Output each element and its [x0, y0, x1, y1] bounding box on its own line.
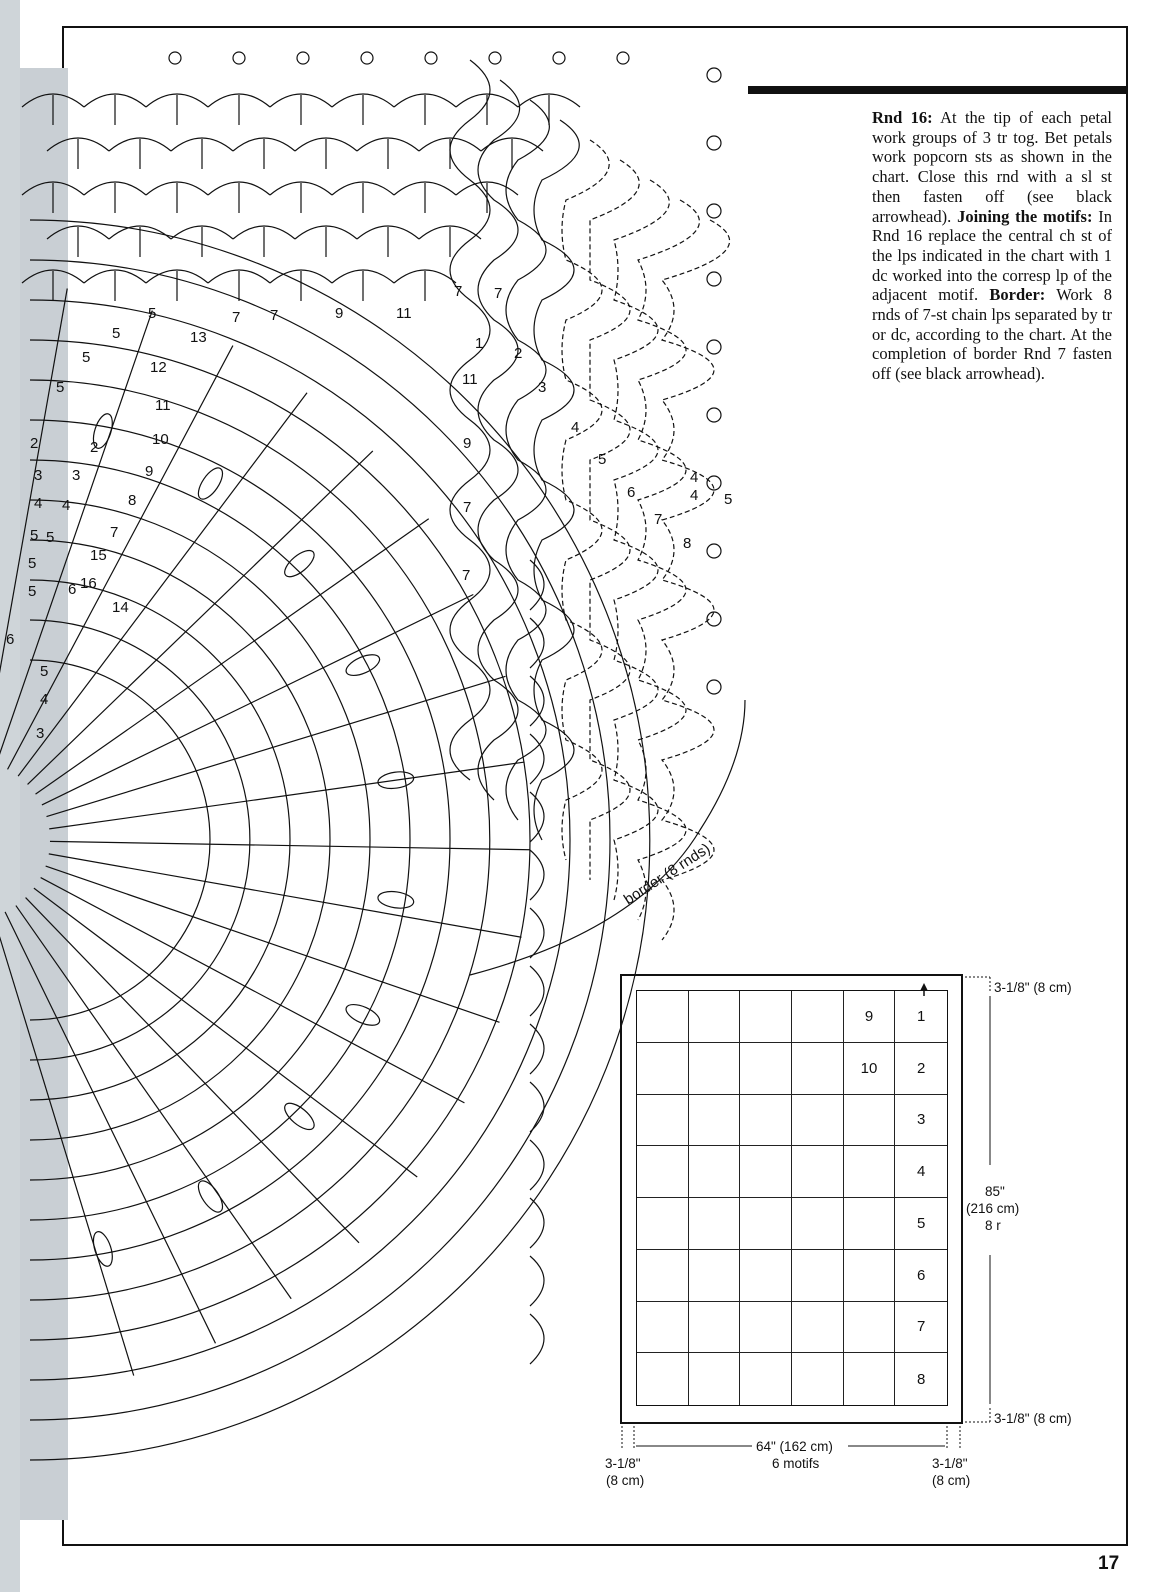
round-number: 6 — [68, 581, 77, 598]
motif-round — [30, 340, 530, 1340]
assembly-cell — [844, 1302, 896, 1354]
motif-round — [30, 300, 570, 1380]
rnd16-text: At the tip of each petal work groups of 3 tr tog. Bet petals work popcorn sts as shown in the chart. Close this rnd with a sl st then fasten off (see black arrowhead). — [872, 108, 1113, 226]
assembly-cell: 6 — [895, 1250, 947, 1302]
width-motifs: 6 motifs — [772, 1456, 820, 1471]
border-chain — [506, 100, 549, 820]
edge-picot — [707, 680, 721, 694]
picot-loop — [233, 52, 245, 64]
petal-mark: 5 — [148, 305, 157, 322]
petal-mark: 11 — [462, 371, 478, 388]
border-scallop — [530, 1256, 544, 1306]
rnd16-label: Rnd 16: — [872, 108, 933, 127]
border-scallop — [530, 966, 544, 1016]
assembly-cell — [637, 1302, 689, 1354]
assembly-cell — [689, 1095, 741, 1147]
assembly-cell — [637, 1250, 689, 1302]
border-scallop — [530, 1314, 544, 1364]
border-chain — [638, 200, 699, 920]
motif-spoke — [47, 676, 506, 816]
round-number: 13 — [190, 329, 207, 346]
assembly-cell — [689, 1302, 741, 1354]
assembly-cell — [792, 1250, 844, 1302]
petal-popcorn — [343, 1000, 382, 1029]
joining-label: Joining the motifs: — [957, 206, 1093, 226]
motif-spoke — [0, 917, 134, 1376]
assembly-cell — [844, 1146, 896, 1198]
picot-loop — [553, 52, 565, 64]
corner-mark: 5 — [724, 491, 733, 508]
assembly-cell — [689, 1146, 741, 1198]
petal-mark: 5 — [112, 325, 121, 342]
border-chain — [562, 140, 609, 860]
assembly-diagram — [620, 974, 963, 1424]
left-margin-in: 3-1/8" — [605, 1456, 641, 1471]
edge-picot — [707, 408, 721, 422]
motif-round — [30, 380, 490, 1300]
motif-round — [30, 220, 650, 1460]
edge-picot — [707, 272, 721, 286]
picot-loop — [361, 52, 373, 64]
left-edge-number: 5 — [28, 555, 37, 572]
border-label: border (8 rnds) — [620, 840, 714, 909]
right-margin-in: 3-1/8" — [932, 1456, 968, 1471]
border-scallop — [530, 1082, 544, 1132]
petal-popcorn — [377, 889, 415, 910]
corner-mark: 4 — [690, 487, 699, 504]
motif-spoke — [28, 451, 373, 784]
joining-text: In Rnd 16 replace the central ch st of the lps indicated in the chart with 1 dc worked into the corresp lp of the adjacent motif. — [872, 206, 1112, 305]
motif-spoke — [0, 289, 67, 762]
picot-loop — [489, 52, 501, 64]
border-scallop — [530, 908, 544, 958]
motif-round — [30, 420, 450, 1260]
round-number: 7 — [110, 524, 119, 541]
round-number: 5 — [46, 529, 55, 546]
left-edge-number: 3 — [36, 725, 45, 742]
assembly-cell — [792, 1095, 844, 1147]
petal-mark: 9 — [335, 305, 344, 322]
round-number: 14 — [112, 599, 129, 616]
picot-loop — [169, 52, 181, 64]
assembly-cell — [792, 1198, 844, 1250]
border-round-number: 7 — [654, 511, 663, 528]
edge-picot — [707, 204, 721, 218]
left-edge-number: 6 — [6, 631, 15, 648]
assembly-cell — [637, 1353, 689, 1405]
left-edge-number: 5 — [30, 527, 39, 544]
petal-mark: 7 — [270, 307, 279, 324]
petal-mark: 11 — [396, 305, 412, 322]
assembly-cell — [740, 1353, 792, 1405]
assembly-cell — [689, 1250, 741, 1302]
corner-mark: 4 — [690, 469, 699, 486]
petal-mark: 5 — [82, 349, 91, 366]
motif-spoke — [5, 912, 215, 1343]
assembly-cell — [689, 1353, 741, 1405]
petal-mark: 7 — [463, 499, 472, 516]
assembly-cell: 5 — [895, 1198, 947, 1250]
assembly-cell — [844, 1095, 896, 1147]
round-number: 15 — [90, 547, 107, 564]
assembly-cell — [792, 991, 844, 1043]
petal-mark: 7 — [232, 309, 241, 326]
picot-loop — [297, 52, 309, 64]
border-round-number: 8 — [683, 535, 692, 552]
motif-round — [30, 540, 330, 1140]
motif-spoke — [41, 878, 465, 1103]
edge-picot — [707, 68, 721, 82]
petal-mark: 7 — [454, 283, 463, 300]
motif-round — [30, 260, 610, 1420]
bottom-margin-label: 3-1/8" (8 cm) — [994, 1411, 1072, 1426]
assembly-cell — [689, 991, 741, 1043]
border-scallop — [530, 792, 544, 842]
assembly-cell — [740, 1043, 792, 1095]
border-chain — [450, 60, 490, 780]
border-chain — [662, 220, 733, 940]
border-round-number: 4 — [571, 419, 580, 436]
assembly-cell — [844, 1198, 896, 1250]
instructions-block — [872, 108, 1112, 384]
assembly-cell — [637, 991, 689, 1043]
border-scallop — [530, 1198, 544, 1248]
round-number: 8 — [128, 492, 137, 509]
motif-round — [30, 660, 210, 1020]
petal-popcorn — [280, 1099, 318, 1134]
assembly-cell — [637, 1043, 689, 1095]
border-scallop — [530, 1140, 544, 1190]
left-edge-number: 5 — [40, 663, 49, 680]
round-number: 12 — [150, 359, 167, 376]
assembly-cell — [740, 1095, 792, 1147]
assembly-cell — [689, 1198, 741, 1250]
border-instr-text: Work 8 rnds of 7-st chain lps separated by tr or dc, according to the chart. At the completion of border Rnd 7 fasten off (see black arrowhead). — [872, 285, 1112, 384]
page-number: 17 — [1098, 1553, 1120, 1574]
top-margin-label: 3-1/8" (8 cm) — [994, 980, 1072, 995]
picot-loop — [425, 52, 437, 64]
round-number: 11 — [155, 397, 171, 414]
assembly-cell — [637, 1146, 689, 1198]
border-round-number: 1 — [475, 335, 484, 352]
motif-spoke — [16, 906, 291, 1299]
assembly-cell — [637, 1095, 689, 1147]
border-round-number: 3 — [538, 379, 547, 396]
assembly-grid — [636, 990, 948, 1406]
motif-round — [30, 620, 250, 1060]
left-edge-number: 4 — [34, 495, 43, 512]
height-inches: 85" — [985, 1184, 1005, 1199]
border-instr-label: Border: — [989, 285, 1046, 305]
round-number: 4 — [62, 497, 71, 514]
assembly-cell — [740, 1146, 792, 1198]
assembly-cell: 3 — [895, 1095, 947, 1147]
left-edge-number: 4 — [40, 691, 49, 708]
round-number: 3 — [72, 467, 81, 484]
border-chain — [478, 80, 523, 800]
edge-picot — [707, 340, 721, 354]
width-label: 64" (162 cm) — [756, 1439, 833, 1454]
edge-picot — [707, 544, 721, 558]
left-margin-cm: (8 cm) — [606, 1473, 645, 1488]
border-guide-line — [470, 700, 745, 975]
scallop-row — [47, 138, 543, 151]
assembly-cell — [792, 1353, 844, 1405]
motif-round — [30, 460, 410, 1220]
assembly-cell: 1 — [895, 991, 947, 1043]
assembly-cell — [740, 991, 792, 1043]
round-number: 2 — [90, 439, 99, 456]
scallop-row — [22, 182, 518, 195]
petal-mark: 5 — [56, 379, 65, 396]
assembly-cell — [792, 1302, 844, 1354]
assembly-cell — [637, 1198, 689, 1250]
petal-popcorn — [194, 464, 227, 503]
assembly-cell — [740, 1198, 792, 1250]
petal-popcorn — [90, 1229, 116, 1268]
height-cm: (216 cm) — [966, 1201, 1020, 1216]
assembly-cell: 2 — [895, 1043, 947, 1095]
assembly-cell: 4 — [895, 1146, 947, 1198]
motif-spoke — [49, 854, 522, 937]
edge-picot — [707, 136, 721, 150]
border-scallop — [530, 1024, 544, 1074]
petal-mark: 7 — [462, 567, 471, 584]
left-edge-number: 2 — [30, 435, 39, 452]
border-round-number: 5 — [598, 451, 607, 468]
petal-mark: 7 — [494, 285, 503, 302]
assembly-cell — [792, 1146, 844, 1198]
assembly-cell — [844, 1250, 896, 1302]
assembly-cell: 8 — [916, 1370, 926, 1388]
round-number: 10 — [152, 431, 169, 448]
assembly-cell: 9 — [844, 991, 896, 1043]
assembly-cell — [740, 1250, 792, 1302]
motif-round — [30, 580, 290, 1100]
picot-loop — [617, 52, 629, 64]
petal-popcorn — [280, 546, 318, 581]
border-scallop — [530, 850, 544, 900]
border-round-number: 6 — [627, 484, 636, 501]
assembly-cell: 10 — [844, 1043, 896, 1095]
assembly-cell: 7 — [895, 1302, 947, 1354]
border-chain — [534, 120, 579, 840]
right-margin-cm: (8 cm) — [932, 1473, 971, 1488]
left-edge-number: 5 — [28, 583, 37, 600]
petal-mark: 9 — [463, 435, 472, 452]
assembly-cell — [844, 1353, 896, 1405]
height-rows: 8 r — [985, 1218, 1001, 1233]
assembly-cell — [689, 1043, 741, 1095]
border-round-number: 2 — [514, 345, 523, 362]
assembly-cell — [740, 1302, 792, 1354]
left-edge-number: 3 — [34, 467, 43, 484]
round-number: 9 — [145, 463, 154, 480]
assembly-cell — [792, 1043, 844, 1095]
motif-spoke — [49, 762, 524, 829]
round-number: 16 — [80, 575, 97, 592]
